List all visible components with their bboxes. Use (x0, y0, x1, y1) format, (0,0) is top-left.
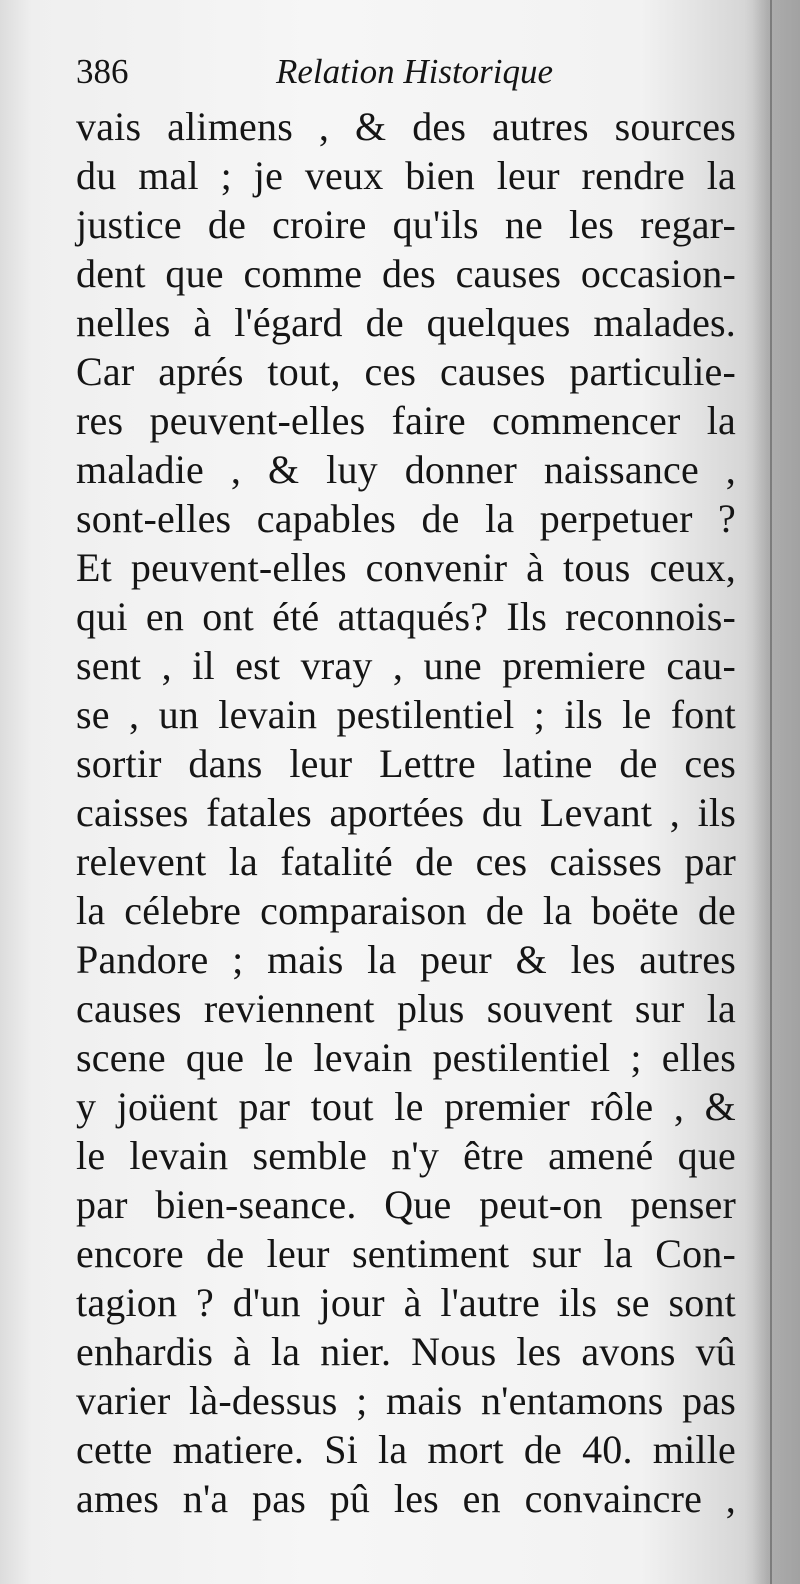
text-line: y joüent par tout le premier rôle , & (76, 1084, 736, 1129)
text-line: qui en ont été attaqués? Ils reconnois- (76, 594, 736, 639)
text-line: maladie , & luy donner naissance , (76, 447, 736, 492)
text-line: la célebre comparaison de la boëte de (76, 888, 736, 933)
text-line: causes reviennent plus souvent sur la (76, 986, 736, 1031)
text-line: le levain semble n'y être amené que (76, 1133, 736, 1178)
binding-shadow (752, 0, 800, 1584)
text-line: par bien-seance. Que peut-on penser (76, 1182, 736, 1227)
text-line: sent , il est vray , une premiere cau- (76, 643, 736, 688)
text-line: sont-elles capables de la perpetuer ? (76, 496, 736, 541)
page-header (76, 46, 716, 100)
text-line: Et peuvent-elles convenir à tous ceux, (76, 545, 736, 590)
text-line: justice de croire qu'ils ne les regar- (76, 202, 736, 247)
body-text (76, 102, 736, 1523)
text-line: Pandore ; mais la peur & les autres (76, 937, 736, 982)
text-line: enhardis à la nier. Nous les avons vû (76, 1329, 736, 1374)
text-line: du mal ; je veux bien leur rendre la (76, 153, 736, 198)
text-line: tagion ? d'un jour à l'autre ils se sont (76, 1280, 736, 1325)
text-line: vais alimens , & des autres sources (76, 104, 736, 149)
text-line: varier là-dessus ; mais n'entamons pas (76, 1378, 736, 1423)
text-line: sortir dans leur Lettre latine de ces (76, 741, 736, 786)
text-line: nelles à l'égard de quelques malades. (76, 300, 736, 345)
text-line: scene que le levain pestilentiel ; elles (76, 1035, 736, 1080)
text-line: dent que comme des causes occasion- (76, 251, 736, 296)
page-edge-line (770, 0, 772, 1584)
text-line: res peuvent-elles faire commencer la (76, 398, 736, 443)
page-number: 386 (76, 52, 129, 91)
running-title: Relation Historique (276, 52, 554, 91)
text-line: se , un levain pestilentiel ; ils le font (76, 692, 736, 737)
text-line: cette matiere. Si la mort de 40. mille (76, 1427, 736, 1472)
text-line: Car aprés tout, ces causes particulie- (76, 349, 736, 394)
text-line: caisses fatales aportées du Levant , ils (76, 790, 736, 835)
text-line: relevent la fatalité de ces caisses par (76, 839, 736, 884)
text-line: encore de leur sentiment sur la Con- (76, 1231, 736, 1276)
text-line: ames n'a pas pû les en convaincre , (76, 1476, 736, 1521)
